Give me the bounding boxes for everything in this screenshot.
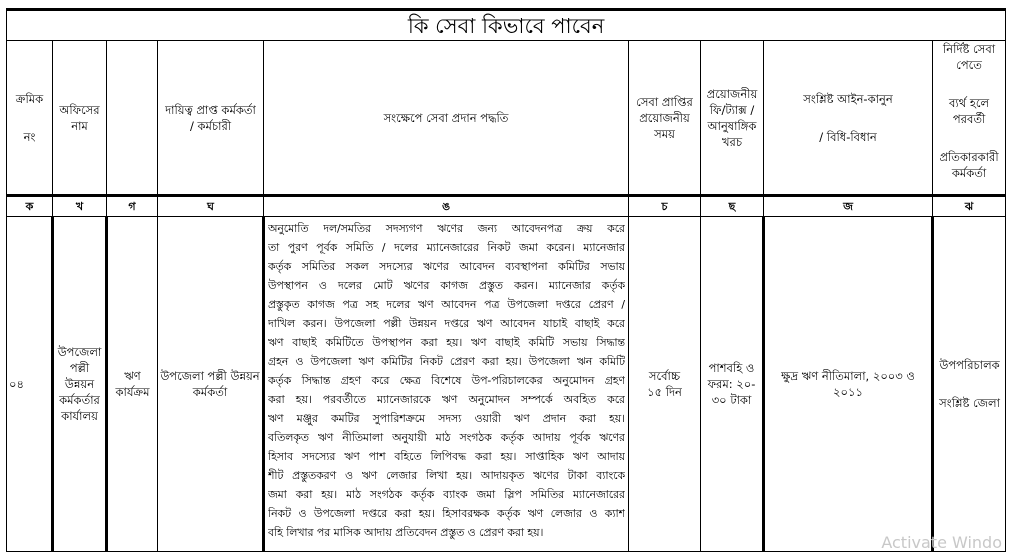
- letter: ঙ: [264, 196, 629, 217]
- header-fee: প্রয়োজনীয় ফি/ট্যাক্স / আনুষাঙ্গিক খরচ: [701, 41, 764, 196]
- procedure-line: হিসাব সদস্যের ঋণ পাশ বহিতে লিপিবদ্ধ করা হয়। সাপ্তাহিক ঋণ আদায়: [268, 450, 625, 463]
- time-cell: সর্বোচ্চ ১৫ দিন: [629, 217, 701, 552]
- procedure-line: দাখিল করন। উপজেলা পল্লী উন্নয়ন দপ্তরে ঋণ আবেদন যাচাই বাছাই করে: [268, 317, 625, 330]
- procedure-line: করা হয়। পরবর্তীতে ম্যানেজারকে ঋণ অনুমোদন সম্পর্কে অবহিত করে: [268, 393, 625, 406]
- letter: ঘ: [158, 196, 264, 217]
- header-office: অফিসের নাম: [53, 41, 107, 196]
- procedure-line: বতিলকৃত ঋণ নীতিমালা অনুযায়ী মাঠ সংগঠক কর্তৃক আদায় পূর্বক ঋণের: [268, 431, 625, 444]
- letter: জ: [764, 196, 933, 217]
- serial-cell: ০৪: [7, 217, 53, 552]
- remedy-cell: উপপরিচালক সংশ্লিষ্ট জেলা: [933, 217, 1006, 552]
- letter: খ: [53, 196, 107, 217]
- procedure-line: নিকট ও উপজেলা দপ্তরে করা হয়। হিসাবরক্ষক কর্তৃক ঋণ লেজার ও ক্যাশ: [268, 507, 625, 520]
- procedure-line: অনুমোতি দল/সমতির সদস্যগণ ঋণের জন্য আবেদনপত্র ক্রয় করে: [268, 222, 625, 235]
- law-cell: ক্ষুদ্র ঋণ নীতিমালা, ২০০৩ ও ২০১১: [764, 217, 933, 552]
- service-table: [6, 8, 1006, 552]
- procedure-line: জমা করা হয়। মাঠ সংগঠক কর্তৃক ব্যাংক জমা স্লিপ সমিতির ম্যানেজারের: [268, 488, 625, 501]
- table-row: [7, 217, 1006, 552]
- fee-cell: পাশবহি ও ফরম: ২০- ৩০ টাকা: [701, 217, 764, 552]
- procedure-line: ঋণ মঞ্জুর কমটির সুপারিশক্রমে সদস্য ওয়ারী ঋণ প্রদান করা হয়।: [268, 412, 625, 425]
- procedure-line: ঋণ বাছাই কমিটিতে উপস্থাপন করা হয়। ঋণ বাছাই কমিটি সভায় সিদ্ধান্ত: [268, 336, 625, 349]
- letter: ঝ: [933, 196, 1006, 217]
- procedure-line: তা পুরণ পূর্বক সমিতি / দলের ম্যানেজারের নিকট জমা করেন। ম্যানেজার: [268, 241, 625, 254]
- activate-windows-watermark: Activate Windo: [881, 533, 1002, 552]
- header-officer: দায়িত্ব প্রাপ্ত কর্মকর্তা / কর্মচারী: [158, 41, 264, 196]
- column-letter-row: [7, 196, 1006, 217]
- procedure-line: কর্তৃক সিদ্ধান্ত গ্রহণ করে ক্ষেত্র বিশেষে উপ-পরিচালকের অনুমোদন গ্রহণ: [268, 374, 625, 387]
- header-procedure: সংক্ষেপে সেবা প্রদান পদ্ধতি: [264, 41, 629, 196]
- header-serial: ক্রমিক নং: [7, 41, 53, 196]
- header-row: [7, 41, 1006, 196]
- letter: চ: [629, 196, 701, 217]
- procedure-line: প্রস্তুকৃত কাগজ পত্র সহ দলের ঋণ আবেদন পত্র উপজেলা দপ্তরে প্রেরণ /: [268, 298, 625, 311]
- procedure-line: শীট প্রস্তুতকরণ ও ঋণ লেজার লিখা হয়। আদায়কৃত ঋণের টাকা ব্যাংকে: [268, 469, 625, 482]
- procedure-cell: [264, 217, 629, 552]
- service-cell: ঋণ কার্যক্রম: [107, 217, 158, 552]
- header-service: [107, 41, 158, 196]
- office-cell: উপজেলা পল্লী উন্নয়ন কর্মকর্তার কার্যালয়: [53, 217, 107, 552]
- header-remedy: নির্দিষ্ট সেবা পেতে ব্যর্থ হলে পরবর্তী প্রতিকারকারী কর্মকর্তা: [933, 41, 1006, 196]
- officer-cell: উপজেলা পল্লী উন্নয়ন কর্মকর্তা: [158, 217, 264, 552]
- header-time: সেবা প্রাপ্তির প্রয়োজনীয় সময়: [629, 41, 701, 196]
- page-title: কি সেবা কিভাবে পাবেন: [7, 10, 1006, 41]
- letter: ছ: [701, 196, 764, 217]
- letter: ক: [7, 196, 53, 217]
- procedure-line: গ্রহন ও উপজেলা ঋণ কমিটির নিকট প্রেরণ করা হয়। উপজেলা ঋন কমিটি: [268, 355, 625, 368]
- letter: গ: [107, 196, 158, 217]
- header-law: সংশ্লিষ্ট আইন-কানুন / বিধি-বিধান: [764, 41, 933, 196]
- procedure-line: কর্তৃক সমিতির সকল সদস্যের ঋণের আবেদন ব্যবস্থাপনা কমিটির সভায়: [268, 260, 625, 273]
- procedure-line: বহি লিখার পর মাসিক আদায় প্রতিবেদন প্রস্তুত ও প্রেরণ করা হয়।: [268, 526, 544, 539]
- procedure-line: উপস্থাপন ও দলের মোট ঋণের কাগজ প্রস্তুত করন। ম্যানেজার কর্তৃক: [268, 279, 625, 292]
